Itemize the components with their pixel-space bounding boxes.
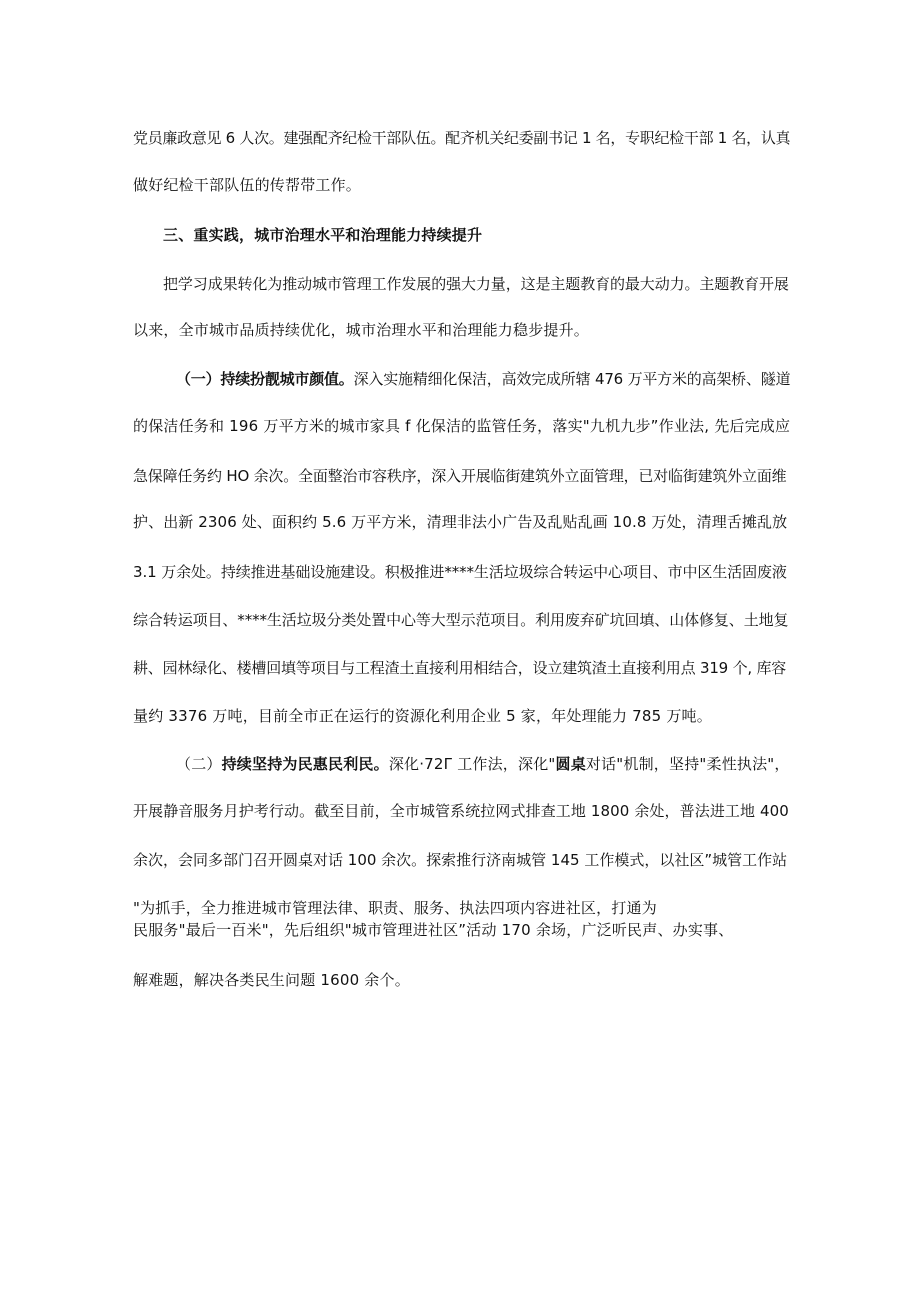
paragraph-4-line-5: 民服务"最后一百米"，先后组织"城市管理进社区”活动 170 余场，广泛听民声、办实事、	[133, 921, 734, 939]
section-3-heading: 三、重实践，城市治理水平和治理能力持续提升	[163, 226, 483, 244]
paragraph-4-line-1-end: 对话"机制，坚持"柔性执法"，	[585, 755, 790, 773]
paragraph-3-line-6: 综合转运项目、****生活垃圾分类处置中心等大型示范项目。利用废弃矿坑回填、山体修复、土地复	[133, 611, 789, 629]
paragraph-4-line-1-bold: 圆桌	[555, 755, 586, 773]
paragraph-3-line-7: 耕、园林绿化、楼槽回填等项目与工程渣土直接利用相结合，设立建筑渣土直接利用点 319 个, 库容	[133, 659, 787, 677]
paragraph-4-line-2: 开展静音服务月护考行动。截至目前，全市城管系统拉网式排查工地 1800 余处，普法进工地 400	[133, 802, 789, 820]
paragraph-3-line-5: 3.1 万余处。持续推进基础设施建设。积极推进****生活垃圾综合转运中心项目、市中区生活固废液	[133, 563, 787, 581]
paragraph-3-lead: （一）持续扮靓城市颜值。	[176, 370, 354, 388]
paragraph-3-line-3: 急保障任务约 HO 余次。全面整治市容秩序，深入开展临街建筑外立面管理，已对临街建筑外立面维	[133, 467, 787, 485]
paragraph-2-line-1: 把学习成果转化为推动城市管理工作发展的强大力量，这是主题教育的最大动力。主题教育开展	[163, 275, 789, 293]
paragraph-3-line-1	[176, 369, 790, 389]
paragraph-4-lead: 持续坚持为民惠民利民。	[221, 755, 389, 773]
paragraph-3-line-2: 的保洁任务和 196 万平方米的城市家具 f 化保洁的监管任务，落实"九机九步”作业法, 先后完成应	[133, 417, 791, 435]
paragraph-4-line-1-mid: 深化·72Γ 工作法，深化"	[388, 755, 556, 773]
paragraph-4-line-1	[176, 754, 790, 774]
paragraph-2-line-2: 以来，全市城市品质持续优化，城市治理水平和治理能力稳步提升。	[133, 321, 590, 339]
paragraph-4-line-4: "为抓手，全力推进城市管理法律、职责、服务、执法四项内容进社区，打通为	[133, 899, 657, 917]
paragraph-3-line-4: 护、出新 2306 处、面积约 5.6 万平方米，清理非法小广告及乱贴乱画 10.8 万处，清理舌摊乱放	[133, 513, 788, 531]
paragraph-1-line-1: 党员廉政意见 6 人次。建强配齐纪检干部队伍。配齐机关纪委副书记 1 名，专职纪检干部 1 名，认真	[133, 129, 791, 147]
paragraph-4-line-3: 余次，会同多部门召开圆桌对话 100 余次。探索推行济南城管 145 工作模式，以社区”城管工作站	[133, 851, 788, 869]
paragraph-1-line-2: 做好纪检干部队伍的传帮带工作。	[133, 176, 362, 194]
paragraph-3-line-1-text: 深入实施精细化保洁，高效完成所辖 476 万平方米的高架桥、隧道	[353, 370, 791, 388]
paragraph-4-lead-number: （二）	[176, 755, 222, 773]
paragraph-3-line-8: 量约 3376 万吨，目前全市正在运行的资源化利用企业 5 家，年处理能力 785 万吨。	[133, 707, 712, 725]
paragraph-4-line-6: 解难题，解决各类民生问题 1600 余个。	[133, 971, 410, 989]
